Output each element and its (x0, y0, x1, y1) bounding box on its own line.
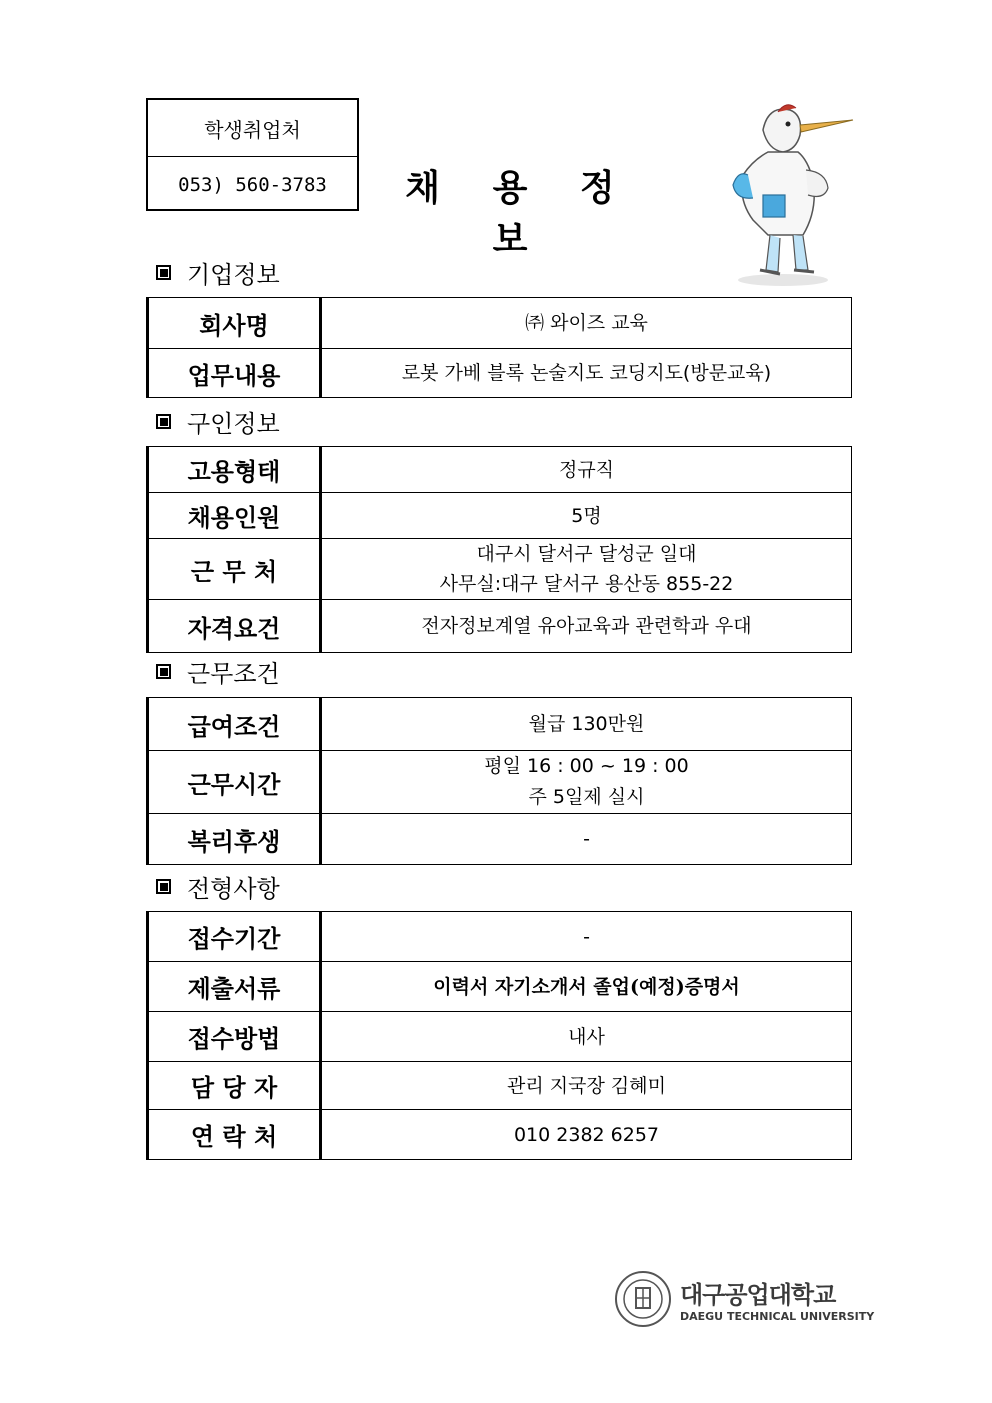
section-heading-recruit (156, 404, 280, 439)
section-heading-label: 전형사항 (187, 875, 280, 903)
table-row (148, 539, 852, 600)
section-heading-label: 기업정보 (187, 261, 280, 289)
contact-label: 학생취업처 (148, 100, 357, 157)
table-row (148, 349, 852, 398)
page-title: 채 용 정 보 (405, 168, 635, 260)
row-label: 회사명 (148, 298, 321, 349)
table-row (148, 912, 852, 962)
row-value: 내사 (321, 1012, 852, 1062)
section-heading-label: 구인정보 (187, 410, 280, 438)
row-label: 급여조건 (148, 698, 321, 751)
table-row (148, 814, 852, 865)
row-value: 이력서 자기소개서 졸업(예정)증명서 (321, 962, 852, 1012)
row-label: 복리후생 (148, 814, 321, 865)
row-value: 로봇 가베 블록 논술지도 코딩지도(방문교육) (321, 349, 852, 398)
row-value: ㈜ 와이즈 교육 (321, 298, 852, 349)
row-label: 담 당 자 (148, 1062, 321, 1110)
section-heading-label: 근무조건 (187, 660, 280, 688)
row-value: 정규직 (321, 447, 852, 493)
row-value (321, 539, 852, 600)
row-label: 근무시간 (148, 751, 321, 814)
section-heading-conditions (156, 654, 280, 689)
row-label: 연 락 처 (148, 1110, 321, 1160)
row-label: 고용형태 (148, 447, 321, 493)
row-value: 월급 130만원 (321, 698, 852, 751)
table-row (148, 1110, 852, 1160)
crane-mascot-icon (708, 100, 858, 290)
row-value-line: 대구시 달서구 달성군 일대 (476, 543, 697, 565)
row-value-line: 평일 16 : 00 ~ 19 : 00 (484, 755, 689, 777)
row-label: 접수방법 (148, 1012, 321, 1062)
square-bullet-icon (156, 664, 171, 679)
square-bullet-icon (156, 414, 171, 429)
row-value: - (321, 814, 852, 865)
university-name-en: DAEGU TECHNICAL UNIVERSITY (680, 1310, 875, 1323)
row-value: - (321, 912, 852, 962)
row-label: 업무내용 (148, 349, 321, 398)
row-label: 제출서류 (148, 962, 321, 1012)
company-info-table (146, 297, 852, 398)
row-label: 자격요건 (148, 600, 321, 653)
table-row (148, 1062, 852, 1110)
conditions-info-table (146, 697, 852, 865)
square-bullet-icon (156, 879, 171, 894)
row-label: 근 무 처 (148, 539, 321, 600)
selection-info-table (146, 911, 852, 1160)
row-value: 010 2382 6257 (321, 1110, 852, 1160)
row-value: 관리 지국장 김혜미 (321, 1062, 852, 1110)
row-value: 5명 (321, 493, 852, 539)
contact-phone: 053) 560-3783 (178, 174, 327, 196)
row-value (321, 751, 852, 814)
row-value-line: 사무실:대구 달서구 용산동 855-22 (439, 573, 734, 595)
section-heading-company (156, 255, 280, 290)
row-label: 접수기간 (148, 912, 321, 962)
university-logo (614, 1270, 874, 1328)
table-row (148, 698, 852, 751)
university-name-ko: 대구공업대학교 (680, 1281, 836, 1309)
row-label: 채용인원 (148, 493, 321, 539)
table-row (148, 600, 852, 653)
table-row (148, 447, 852, 493)
row-value-line: 주 5일제 실시 (528, 786, 645, 808)
row-value: 전자정보계열 유아교육과 관련학과 우대 (321, 600, 852, 653)
table-row (148, 962, 852, 1012)
square-bullet-icon (156, 265, 171, 280)
contact-box (146, 98, 359, 211)
recruit-info-table (146, 446, 852, 653)
section-heading-selection (156, 869, 280, 904)
table-row (148, 751, 852, 814)
table-row (148, 298, 852, 349)
university-seal-icon (614, 1270, 672, 1328)
table-row (148, 1012, 852, 1062)
table-row (148, 493, 852, 539)
